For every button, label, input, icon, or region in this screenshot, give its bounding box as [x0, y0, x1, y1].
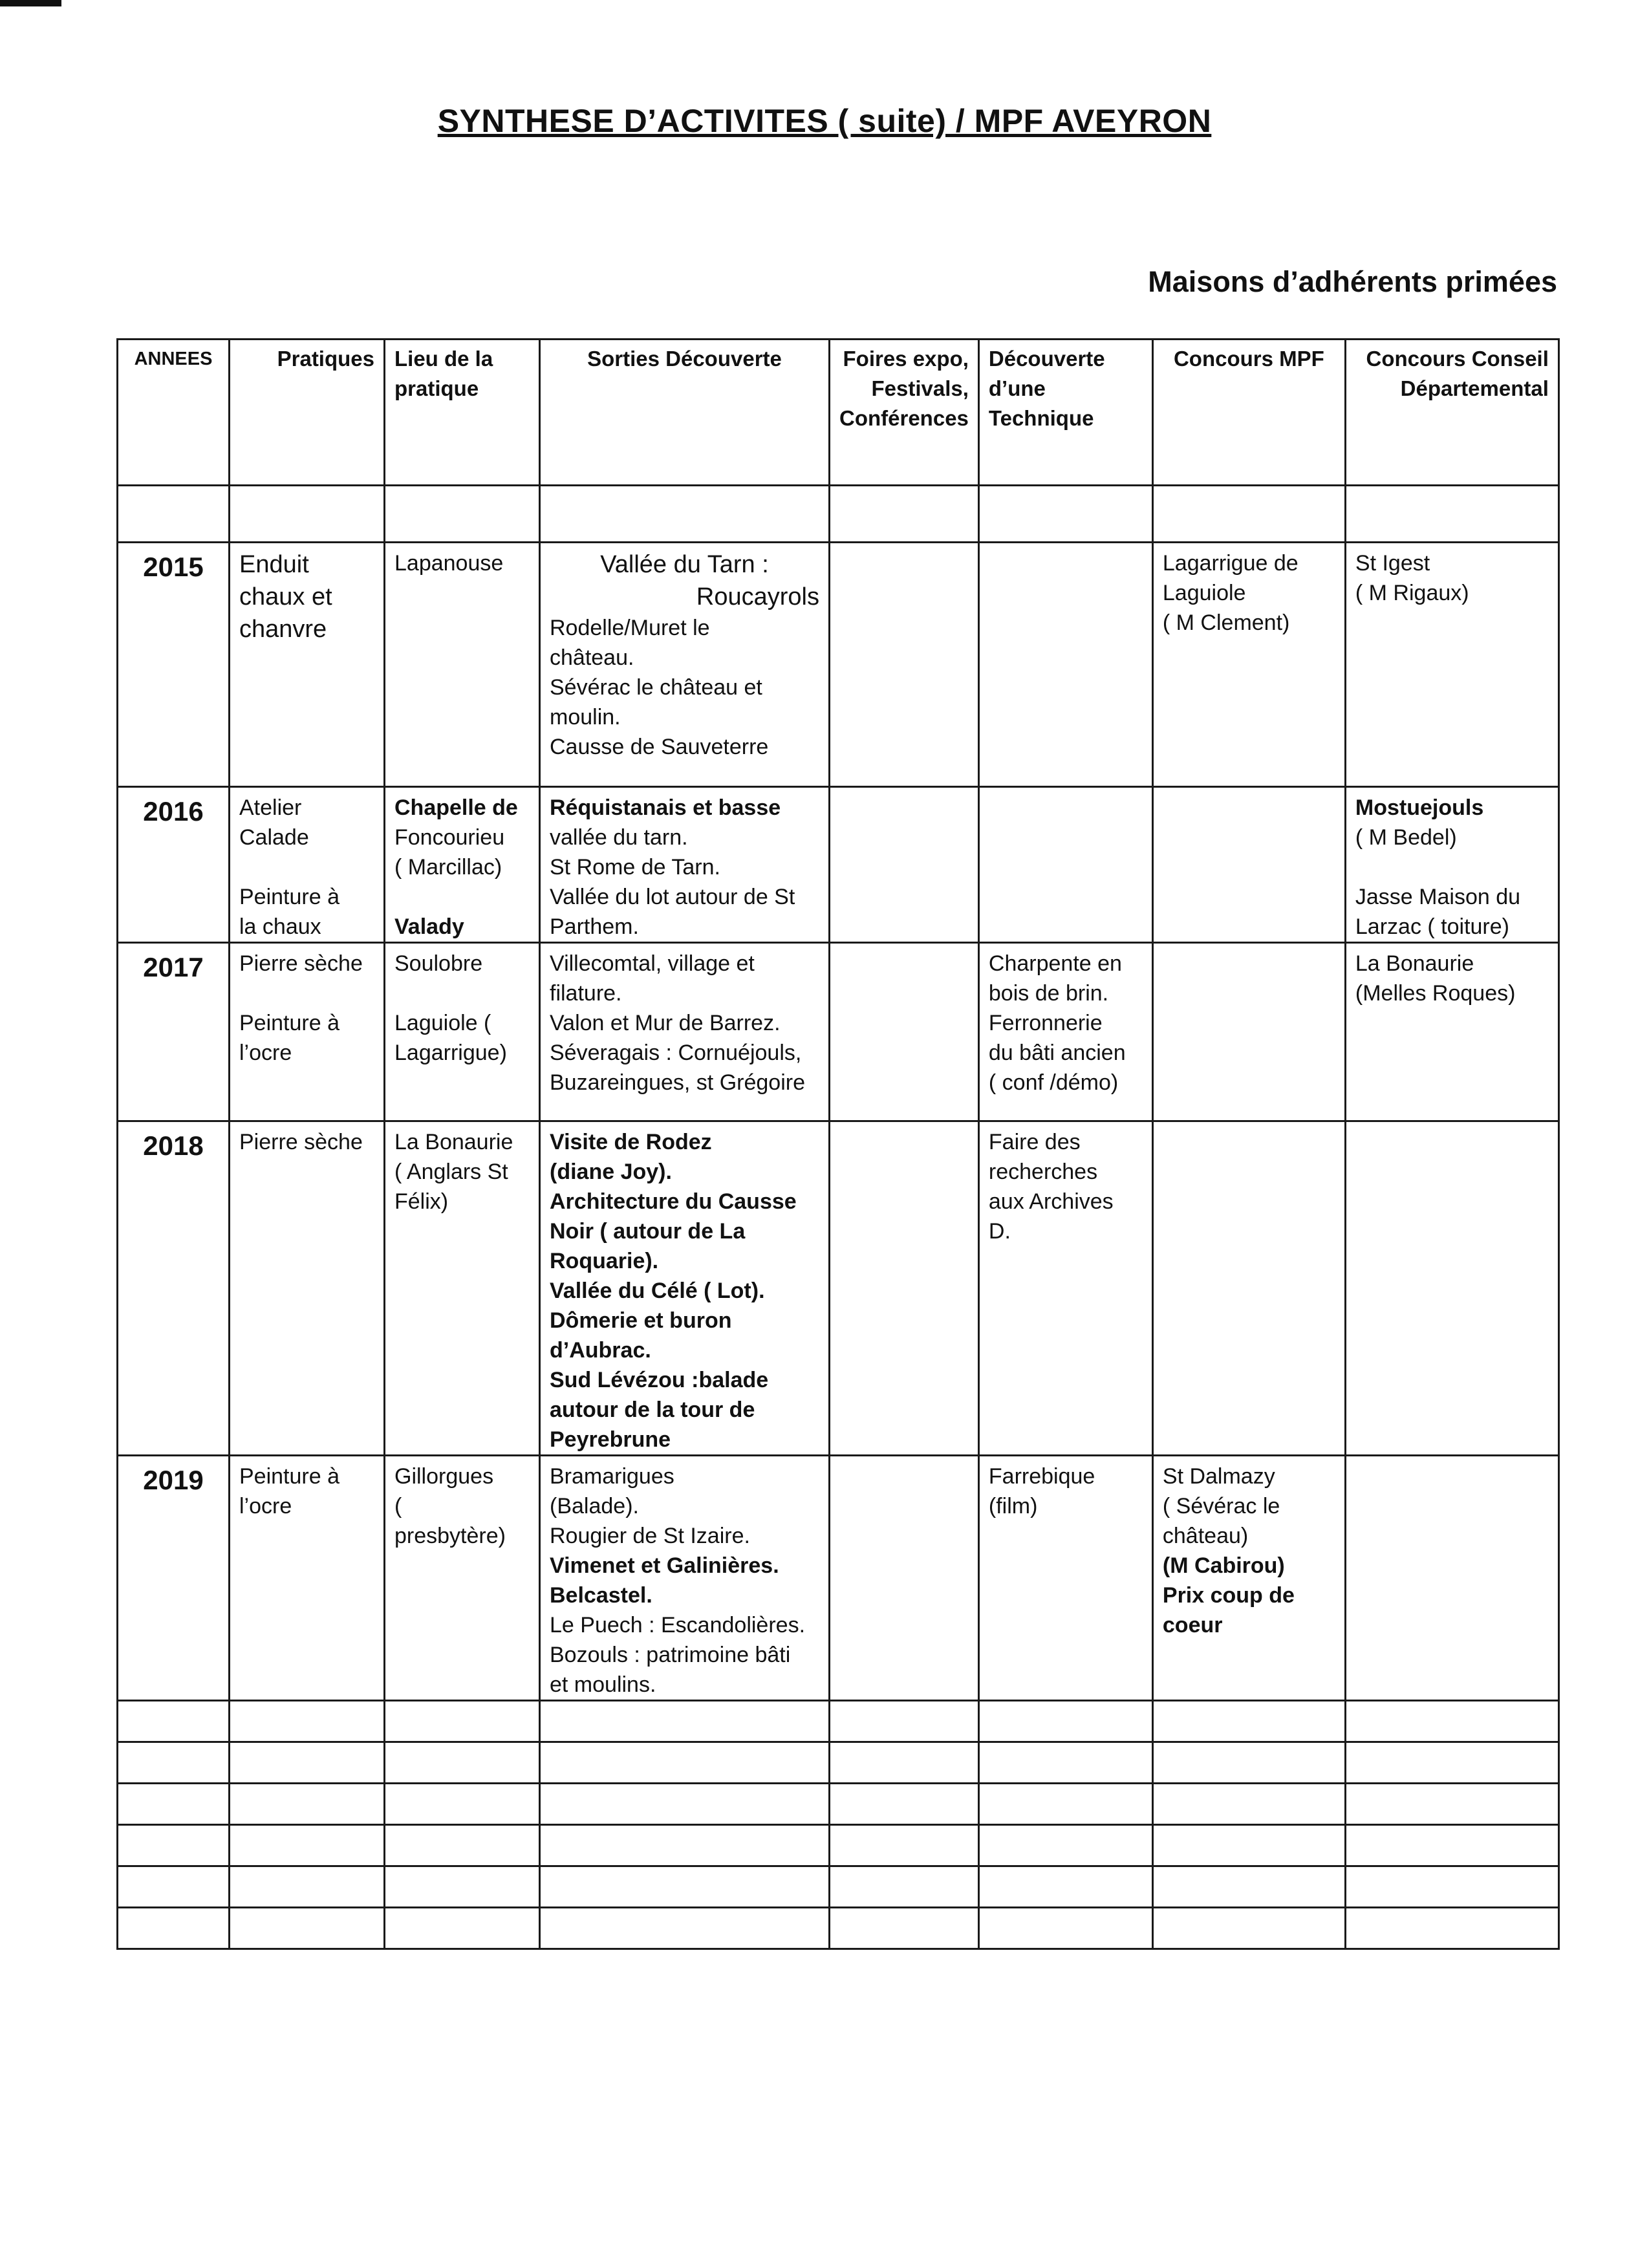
cell-line: (film)	[988, 1494, 1038, 1518]
cell-line: ( M Clement)	[1162, 610, 1290, 635]
cell-line: Mostuejouls	[1355, 795, 1484, 820]
empty-cell	[118, 1701, 230, 1742]
cell-line: Prix coup de	[1162, 1583, 1295, 1608]
empty-cell	[1345, 1701, 1558, 1742]
pratiques-cell	[230, 943, 385, 1121]
cell-line: Larzac ( toiture)	[1355, 914, 1509, 939]
cell-line: Gillorgues	[394, 1464, 494, 1489]
cell-line: Félix)	[394, 1189, 449, 1214]
cell-line: ( Anglars St	[394, 1160, 508, 1184]
line-gap	[239, 978, 374, 1008]
cell-line: vallée du tarn.	[550, 825, 688, 850]
line-gap	[1355, 852, 1549, 882]
cell-line: château.	[550, 645, 634, 670]
empty-cell	[230, 1701, 385, 1742]
empty-cell	[540, 1784, 830, 1825]
cell-line: Roquarie).	[550, 1249, 659, 1273]
cell-line: autour de la tour de	[550, 1398, 755, 1422]
empty-cell	[1152, 1784, 1345, 1825]
concours-mpf-cell	[1152, 943, 1345, 1121]
concours-mpf-cell	[1152, 1456, 1345, 1701]
sorties-cell	[540, 787, 830, 943]
foires-cell	[830, 1456, 979, 1701]
lieu-cell	[385, 943, 540, 1121]
sorties-cell	[540, 1121, 830, 1456]
empty-cell	[1152, 1742, 1345, 1784]
year-cell: 2017	[118, 943, 230, 1121]
empty-cell	[1345, 1866, 1558, 1908]
header-foires: Foires expo, Festivals, Conférences	[830, 340, 979, 486]
cell-line: La Bonaurie	[1355, 951, 1474, 976]
empty-row	[118, 1742, 1559, 1784]
empty-cell	[1152, 1908, 1345, 1949]
technique-cell	[978, 1121, 1152, 1456]
sorties-cell	[540, 543, 830, 787]
technique-cell	[978, 1456, 1152, 1701]
concours-mpf-cell	[1152, 1121, 1345, 1456]
lieu-cell	[385, 787, 540, 943]
cell-line: Pierre sèche	[239, 1130, 363, 1154]
cell-line: Rougier de St Izaire.	[550, 1524, 750, 1548]
empty-cell	[118, 486, 230, 543]
concours-mpf-cell	[1152, 543, 1345, 787]
header-row	[118, 340, 1559, 486]
cell-line: Charpente en	[988, 951, 1122, 976]
empty-cell	[540, 1742, 830, 1784]
empty-cell	[230, 1825, 385, 1866]
empty-cell	[230, 486, 385, 543]
empty-cell	[230, 1908, 385, 1949]
cell-line: bois de brin.	[988, 981, 1109, 1006]
empty-cell	[978, 1784, 1152, 1825]
cell-line: Belcastel.	[550, 1583, 652, 1608]
empty-cell	[978, 1742, 1152, 1784]
header-pratiques: Pratiques	[230, 340, 385, 486]
empty-row	[118, 1908, 1559, 1949]
empty-cell	[230, 1784, 385, 1825]
cell-line: Ferronnerie	[988, 1011, 1103, 1035]
empty-cell	[385, 1866, 540, 1908]
cell-line: ( Sévérac le	[1162, 1494, 1280, 1518]
empty-cell	[830, 1742, 979, 1784]
sorties-cell	[540, 943, 830, 1121]
cell-line: Laguiole (	[394, 1011, 491, 1035]
cell-line: Vallée du Célé ( Lot).	[550, 1279, 765, 1303]
concours-mpf-cell	[1152, 787, 1345, 943]
cell-line: Visite de Rodez	[550, 1130, 712, 1154]
cell-line: Peyrebrune	[550, 1427, 671, 1452]
cell-line: Architecture du Causse	[550, 1189, 797, 1214]
empty-cell	[978, 1908, 1152, 1949]
empty-row	[118, 1701, 1559, 1742]
technique-cell	[978, 943, 1152, 1121]
cell-line: Laguiole	[1162, 581, 1246, 605]
cell-line: presbytère)	[394, 1524, 506, 1548]
cell-line: Atelier	[239, 795, 302, 820]
empty-cell	[1152, 486, 1345, 543]
line-gap	[394, 882, 530, 912]
cell-line: Foncourieu	[394, 825, 505, 850]
lieu-cell	[385, 1121, 540, 1456]
cell-line: château)	[1162, 1524, 1249, 1548]
empty-cell	[230, 1742, 385, 1784]
cell-line: Lapanouse	[394, 551, 504, 576]
activity-table	[116, 338, 1560, 1950]
cell-line: Parthem.	[550, 914, 639, 939]
empty-cell	[1345, 486, 1558, 543]
empty-cell	[1152, 1825, 1345, 1866]
cell-line: Vallée du Tarn :	[600, 551, 769, 578]
concours-cd-cell	[1345, 543, 1558, 787]
cell-line: d’Aubrac.	[550, 1338, 651, 1363]
cell-line: (	[394, 1494, 402, 1518]
cell-line: Bramarigues	[550, 1464, 674, 1489]
cell-line: Réquistanais et basse	[550, 795, 781, 820]
empty-cell	[385, 1825, 540, 1866]
empty-row	[118, 1784, 1559, 1825]
cell-line: Farrebique	[988, 1464, 1095, 1489]
empty-cell	[540, 1908, 830, 1949]
header-concours-mpf: Concours MPF	[1152, 340, 1345, 486]
cell-line: (Melles Roques)	[1355, 981, 1516, 1006]
cell-line: Valon et Mur de Barrez.	[550, 1011, 781, 1035]
empty-cell	[830, 1908, 979, 1949]
cell-line: D.	[988, 1219, 1011, 1244]
header-annees: ANNEES	[118, 340, 230, 486]
empty-cell	[540, 1866, 830, 1908]
year-cell: 2018	[118, 1121, 230, 1456]
empty-cell	[1152, 1866, 1345, 1908]
table-row	[118, 543, 1559, 787]
cell-line: l’ocre	[239, 1041, 292, 1065]
empty-cell	[118, 1742, 230, 1784]
cell-line: chanvre	[239, 616, 327, 643]
pratiques-cell	[230, 1121, 385, 1456]
lieu-cell	[385, 1456, 540, 1701]
header-technique: Découverte d’une Technique	[978, 340, 1152, 486]
pratiques-cell	[230, 1456, 385, 1701]
empty-cell	[118, 1908, 230, 1949]
empty-cell	[1345, 1825, 1558, 1866]
cell-line: filature.	[550, 981, 622, 1006]
cell-line: St Igest	[1355, 551, 1430, 576]
empty-cell	[1345, 1784, 1558, 1825]
year-cell: 2016	[118, 787, 230, 943]
empty-cell	[978, 1866, 1152, 1908]
table-row	[118, 943, 1559, 1121]
empty-cell	[385, 1908, 540, 1949]
cell-line: ( M Bedel)	[1355, 825, 1457, 850]
cell-line: la chaux	[239, 914, 321, 939]
cell-line: l’ocre	[239, 1494, 292, 1518]
cell-line: Peinture à	[239, 1011, 339, 1035]
empty-cell	[1345, 1908, 1558, 1949]
concours-cd-cell	[1345, 787, 1558, 943]
empty-row	[118, 1866, 1559, 1908]
scan-artifact-mark	[0, 0, 61, 6]
sorties-cell	[540, 1456, 830, 1701]
cell-line: Peinture à	[239, 885, 339, 909]
empty-cell	[830, 486, 979, 543]
cell-line: Vallée du lot autour de St	[550, 885, 795, 909]
cell-line: chaux et	[239, 583, 332, 610]
cell-line: ( M Rigaux)	[1355, 581, 1469, 605]
empty-cell	[830, 1866, 979, 1908]
pratiques-cell	[230, 787, 385, 943]
technique-cell	[978, 787, 1152, 943]
foires-cell	[830, 943, 979, 1121]
spacer-row	[118, 486, 1559, 543]
cell-line: recherches	[988, 1160, 1098, 1184]
cell-line: Enduit	[239, 551, 309, 578]
cell-line: Lagarrigue de	[1162, 551, 1299, 576]
table-row	[118, 1456, 1559, 1701]
foires-cell	[830, 1121, 979, 1456]
cell-line: Rodelle/Muret le	[550, 616, 710, 640]
cell-line: (Balade).	[550, 1494, 639, 1518]
empty-cell	[830, 1784, 979, 1825]
lieu-cell	[385, 543, 540, 787]
header-concours-cd: Concours Conseil Départemental	[1345, 340, 1558, 486]
concours-cd-cell	[1345, 943, 1558, 1121]
cell-line: Buzareingues, st Grégoire	[550, 1070, 805, 1095]
cell-line: ( conf /démo)	[988, 1070, 1119, 1095]
empty-cell	[385, 1742, 540, 1784]
empty-cell	[118, 1784, 230, 1825]
cell-line: Bozouls : patrimoine bâti	[550, 1643, 791, 1667]
empty-cell	[540, 486, 830, 543]
cell-line: Pierre sèche	[239, 951, 363, 976]
empty-cell	[118, 1825, 230, 1866]
section-subtitle: Maisons d’adhérents primées	[1148, 265, 1557, 298]
cell-line: Roucayrols	[696, 583, 819, 610]
empty-cell	[978, 1825, 1152, 1866]
header-lieu: Lieu de la pratique	[385, 340, 540, 486]
concours-cd-cell	[1345, 1456, 1558, 1701]
cell-line: et moulins.	[550, 1672, 656, 1697]
empty-cell	[540, 1701, 830, 1742]
technique-cell	[978, 543, 1152, 787]
cell-line: Dômerie et buron	[550, 1308, 732, 1333]
cell-line: Villecomtal, village et	[550, 951, 755, 976]
concours-cd-cell	[1345, 1121, 1558, 1456]
empty-cell	[230, 1866, 385, 1908]
cell-line: Soulobre	[394, 951, 483, 976]
cell-line: St Dalmazy	[1162, 1464, 1275, 1489]
header-sorties: Sorties Découverte	[540, 340, 830, 486]
empty-cell	[385, 486, 540, 543]
year-cell: 2015	[118, 543, 230, 787]
year-cell: 2019	[118, 1456, 230, 1701]
line-gap	[239, 852, 374, 882]
empty-cell	[830, 1701, 979, 1742]
cell-line: Séveragais : Cornuéjouls,	[550, 1041, 802, 1065]
cell-line: coeur	[1162, 1613, 1223, 1637]
foires-cell	[830, 787, 979, 943]
cell-line: Le Puech : Escandolières.	[550, 1613, 806, 1637]
cell-line: Chapelle de	[394, 795, 518, 820]
cell-line: Noir ( autour de La	[550, 1219, 746, 1244]
pratiques-cell	[230, 543, 385, 787]
cell-line: Peinture à	[239, 1464, 339, 1489]
table-row	[118, 1121, 1559, 1456]
cell-line: ( Marcillac)	[394, 855, 502, 880]
page-title: SYNTHESE D’ACTIVITES ( suite) / MPF AVEYRON	[437, 103, 1212, 139]
empty-cell	[1345, 1742, 1558, 1784]
cell-line: aux Archives	[988, 1189, 1114, 1214]
table-row	[118, 787, 1559, 943]
empty-cell	[118, 1866, 230, 1908]
cell-line: St Rome de Tarn.	[550, 855, 720, 880]
empty-cell	[1152, 1701, 1345, 1742]
empty-cell	[978, 486, 1152, 543]
line-gap	[394, 978, 530, 1008]
cell-line: moulin.	[550, 705, 621, 729]
empty-cell	[978, 1701, 1152, 1742]
cell-line: Jasse Maison du	[1355, 885, 1521, 909]
cell-line: Lagarrigue)	[394, 1041, 507, 1065]
empty-cell	[830, 1825, 979, 1866]
empty-cell	[385, 1784, 540, 1825]
cell-line: Vimenet et Galinières.	[550, 1553, 779, 1578]
cell-line: Faire des	[988, 1130, 1081, 1154]
foires-cell	[830, 543, 979, 787]
empty-row	[118, 1825, 1559, 1866]
cell-line: Sud Lévézou :balade	[550, 1368, 769, 1392]
cell-line: Calade	[239, 825, 309, 850]
empty-cell	[540, 1825, 830, 1866]
cell-line: Causse de Sauveterre	[550, 735, 769, 759]
cell-line: La Bonaurie	[394, 1130, 513, 1154]
cell-line: Valady	[394, 914, 464, 939]
cell-line: du bâti ancien	[988, 1041, 1126, 1065]
cell-line: (M Cabirou)	[1162, 1553, 1285, 1578]
cell-line: (diane Joy).	[550, 1160, 672, 1184]
empty-cell	[385, 1701, 540, 1742]
cell-line: Sévérac le château et	[550, 675, 762, 700]
